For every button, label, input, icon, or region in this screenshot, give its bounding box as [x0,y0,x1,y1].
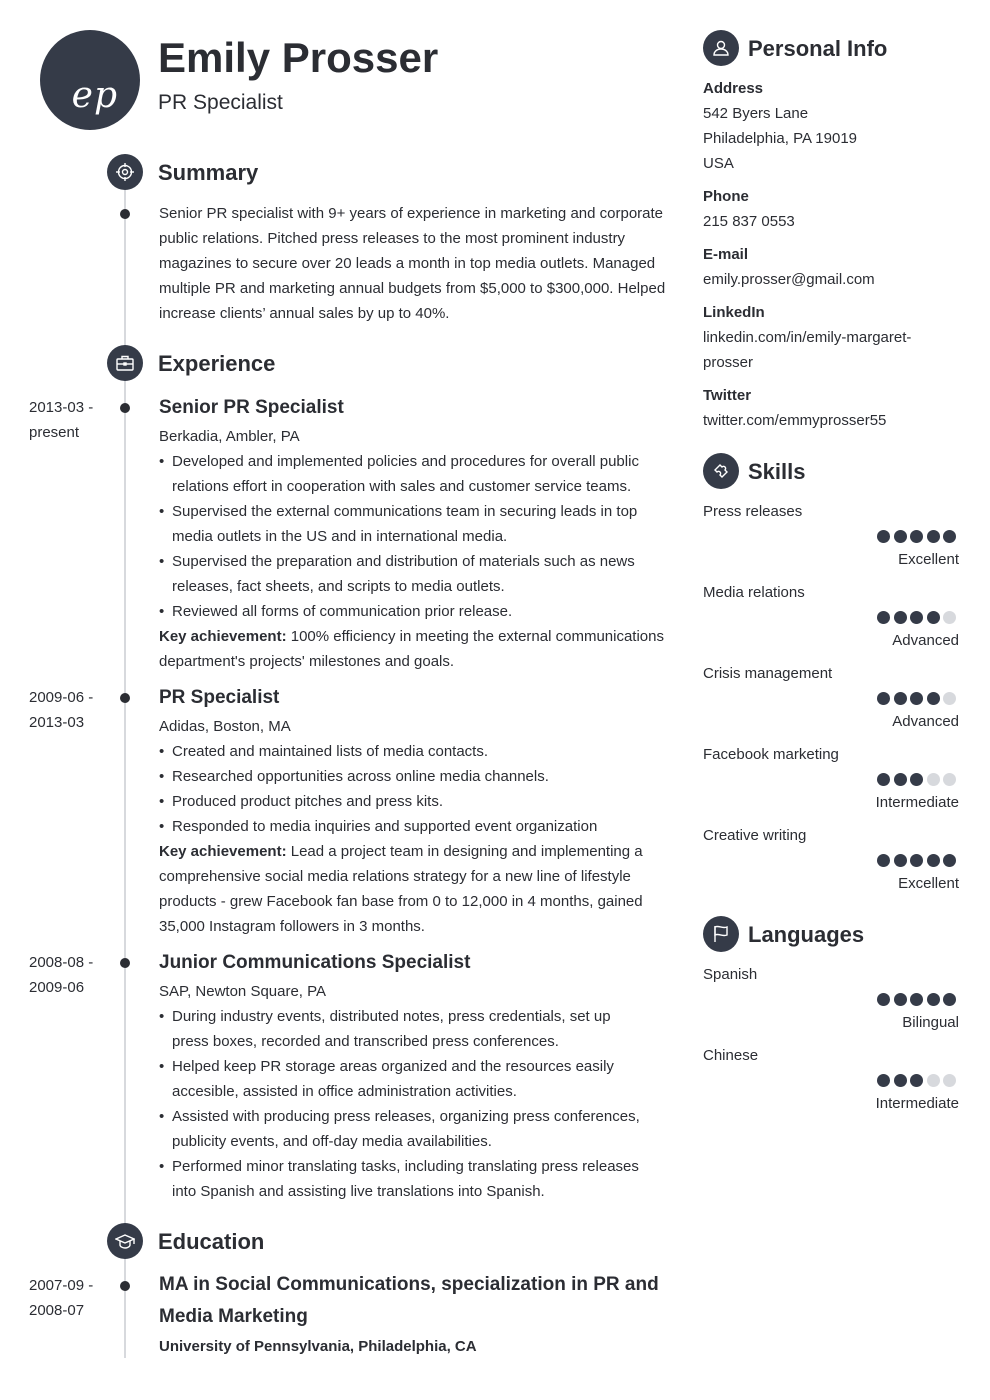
rating-dot-empty [943,611,956,624]
skill-name: Facebook marketing [703,746,839,763]
rating-dot-filled [877,611,890,624]
phone-value: 215 837 0553 [703,213,795,230]
skills-heading: Skills [748,459,806,484]
language-level: Bilingual [902,1014,959,1031]
twitter-label: Twitter [703,387,752,404]
rating-dot-filled [910,773,923,786]
job-bullets [159,449,649,624]
linkedin-value: linkedin.com/in/emily-margaret-prosser [703,329,912,371]
rating-dot-filled [877,692,890,705]
language-name: Spanish [703,966,758,983]
language-rating [877,1074,959,1088]
skill-level: Advanced [892,713,959,730]
language-rating [877,993,959,1007]
email-label: E-mail [703,246,749,263]
rating-dot-filled [877,854,890,867]
email-value: emily.prosser@gmail.com [703,271,875,288]
rating-dot-filled [894,1074,907,1087]
education-heading: Education [158,1229,265,1254]
rating-dot-filled [943,854,956,867]
timeline-dot [120,1281,130,1291]
address-line: 542 Byers Lane [703,105,809,122]
rating-dot-filled [927,993,940,1006]
personal-info-heading: Personal Info [748,36,888,61]
list-item: • Produced product pitches and press kits. [159,789,649,814]
rating-dot-filled [910,854,923,867]
graduation-cap-icon [107,1223,143,1259]
list-item: • Researched opportunities across online media channels. [159,764,649,789]
skill-level: Excellent [898,875,959,892]
twitter-value: twitter.com/emmyprosser55 [703,412,887,429]
address-line: Philadelphia, PA 19019 [703,130,858,147]
rating-dot-empty [927,773,940,786]
education-school: University of Pennsylvania, Philadelphia, CA [159,1338,477,1355]
address-label: Address [703,80,764,97]
rating-dot-filled [894,692,907,705]
rating-dot-filled [877,1074,890,1087]
job-date: 2009-06 - 2013-03 [29,689,94,731]
candidate-name: Emily Prosser [158,34,439,81]
rating-dot-filled [910,993,923,1006]
summary-text: Senior PR specialist with 9+ years of experience in marketing and corporate public relations. Pitched press releases to the most prominent industry magazines to secure over 20 leads a month in top media outlets. Managed multiple PR and marketing annual budgets from $5,000 to $300,000. Helped increase clients’ annual sales by up to 40%. [159,205,666,322]
languages-heading: Languages [748,922,865,947]
user-icon [703,30,739,66]
skill-rating [877,854,959,868]
rating-dot-filled [877,993,890,1006]
key-achievement-label: Key achievement: [159,843,287,860]
job-company: Berkadia, Ambler, PA [159,428,300,445]
rating-dot-filled [910,1074,923,1087]
rating-dot-empty [943,692,956,705]
linkedin-label: LinkedIn [703,304,765,321]
timeline-dot [120,958,130,968]
address-line: USA [703,155,734,172]
skill-rating [877,530,959,544]
list-item: • Reviewed all forms of communication prior release. [159,599,649,624]
rating-dot-filled [877,530,890,543]
list-item: • Developed and implemented policies and procedures for overall public relations effort in cooperation with sales and customer service teams. [159,449,649,499]
job-bullets [159,1004,649,1204]
skill-name: Creative writing [703,827,807,844]
flag-icon [703,916,739,952]
key-achievement-text: 100% efficiency in meeting the external communications department's projects' milestones and goals. [159,628,664,670]
skill-name: Media relations [703,584,805,601]
list-item: • Supervised the preparation and distribution of materials such as news releases, fact sheets, and scripts to media outlets. [159,549,649,599]
rating-dot-filled [894,530,907,543]
rating-dot-filled [927,611,940,624]
rating-dot-filled [894,854,907,867]
experience-heading: Experience [158,351,276,376]
target-icon [107,154,143,190]
list-item: • Assisted with producing press releases, organizing press conferences, publicity events, and off-day media availabilities. [159,1104,649,1154]
key-achievement [159,839,669,939]
rating-dot-filled [927,530,940,543]
skill-level: Advanced [892,632,959,649]
key-achievement-text: Lead a project team in designing and implementing a comprehensive social media relations strategy for a new line of lifestyle products - grew Facebook fan base from 0 to 12,000 in 4 months, gained 35,000 Instagram followers in 3 months. [159,843,643,935]
skill-name: Press releases [703,503,803,520]
timeline-dot [120,209,130,219]
list-item: • During industry events, distributed notes, press credentials, set up press boxes, recorded and transcribed press conferences. [159,1004,649,1054]
job-date: 2008-08 - 2009-06 [29,954,94,996]
list-item: • Performed minor translating tasks, including translating press releases into Spanish and assisting live translations into Spanish. [159,1154,649,1204]
skill-name: Crisis management [703,665,833,682]
job-role: Junior Communications Specialist [159,952,471,973]
list-item: • Supervised the external communications team in securing leads in top media outlets in the US and in international media. [159,499,649,549]
briefcase-icon [107,345,143,381]
skill-rating [877,611,959,625]
job-role: PR Specialist [159,687,280,708]
puzzle-icon [703,453,739,489]
job-bullets [159,739,649,839]
list-item: • Responded to media inquiries and supported event organization [159,814,649,839]
rating-dot-filled [894,611,907,624]
rating-dot-empty [943,773,956,786]
list-item: • Created and maintained lists of media contacts. [159,739,649,764]
skill-rating [877,773,959,787]
rating-dot-filled [910,530,923,543]
skill-level: Excellent [898,551,959,568]
rating-dot-filled [910,611,923,624]
job-company: SAP, Newton Square, PA [159,983,327,1000]
timeline-dot [120,403,130,413]
monogram-initials: ep [71,75,118,116]
candidate-title: PR Specialist [158,91,283,114]
monogram-avatar [40,30,140,130]
rating-dot-filled [894,773,907,786]
summary-heading: Summary [158,160,259,185]
timeline-dot [120,693,130,703]
job-company: Adidas, Boston, MA [159,718,291,735]
job-role: Senior PR Specialist [159,397,344,418]
skill-level: Intermediate [875,794,959,811]
rating-dot-filled [943,993,956,1006]
language-level: Intermediate [875,1095,959,1112]
rating-dot-filled [910,692,923,705]
list-item: • Helped keep PR storage areas organized and the resources easily accesible, assisted in office administration activities. [159,1054,649,1104]
rating-dot-empty [927,1074,940,1087]
language-name: Chinese [703,1047,759,1064]
key-achievement-label: Key achievement: [159,628,287,645]
education-date: 2007-09 - 2008-07 [29,1277,94,1319]
rating-dot-filled [894,993,907,1006]
rating-dot-filled [927,854,940,867]
education-degree: MA in Social Communications, specialization in PR and Media Marketing [159,1274,659,1327]
rating-dot-filled [877,773,890,786]
rating-dot-filled [927,692,940,705]
rating-dot-empty [943,1074,956,1087]
rating-dot-filled [943,530,956,543]
skill-rating [877,692,959,706]
job-date: 2013-03 - present [29,399,94,441]
key-achievement [159,624,669,674]
phone-label: Phone [703,188,749,205]
